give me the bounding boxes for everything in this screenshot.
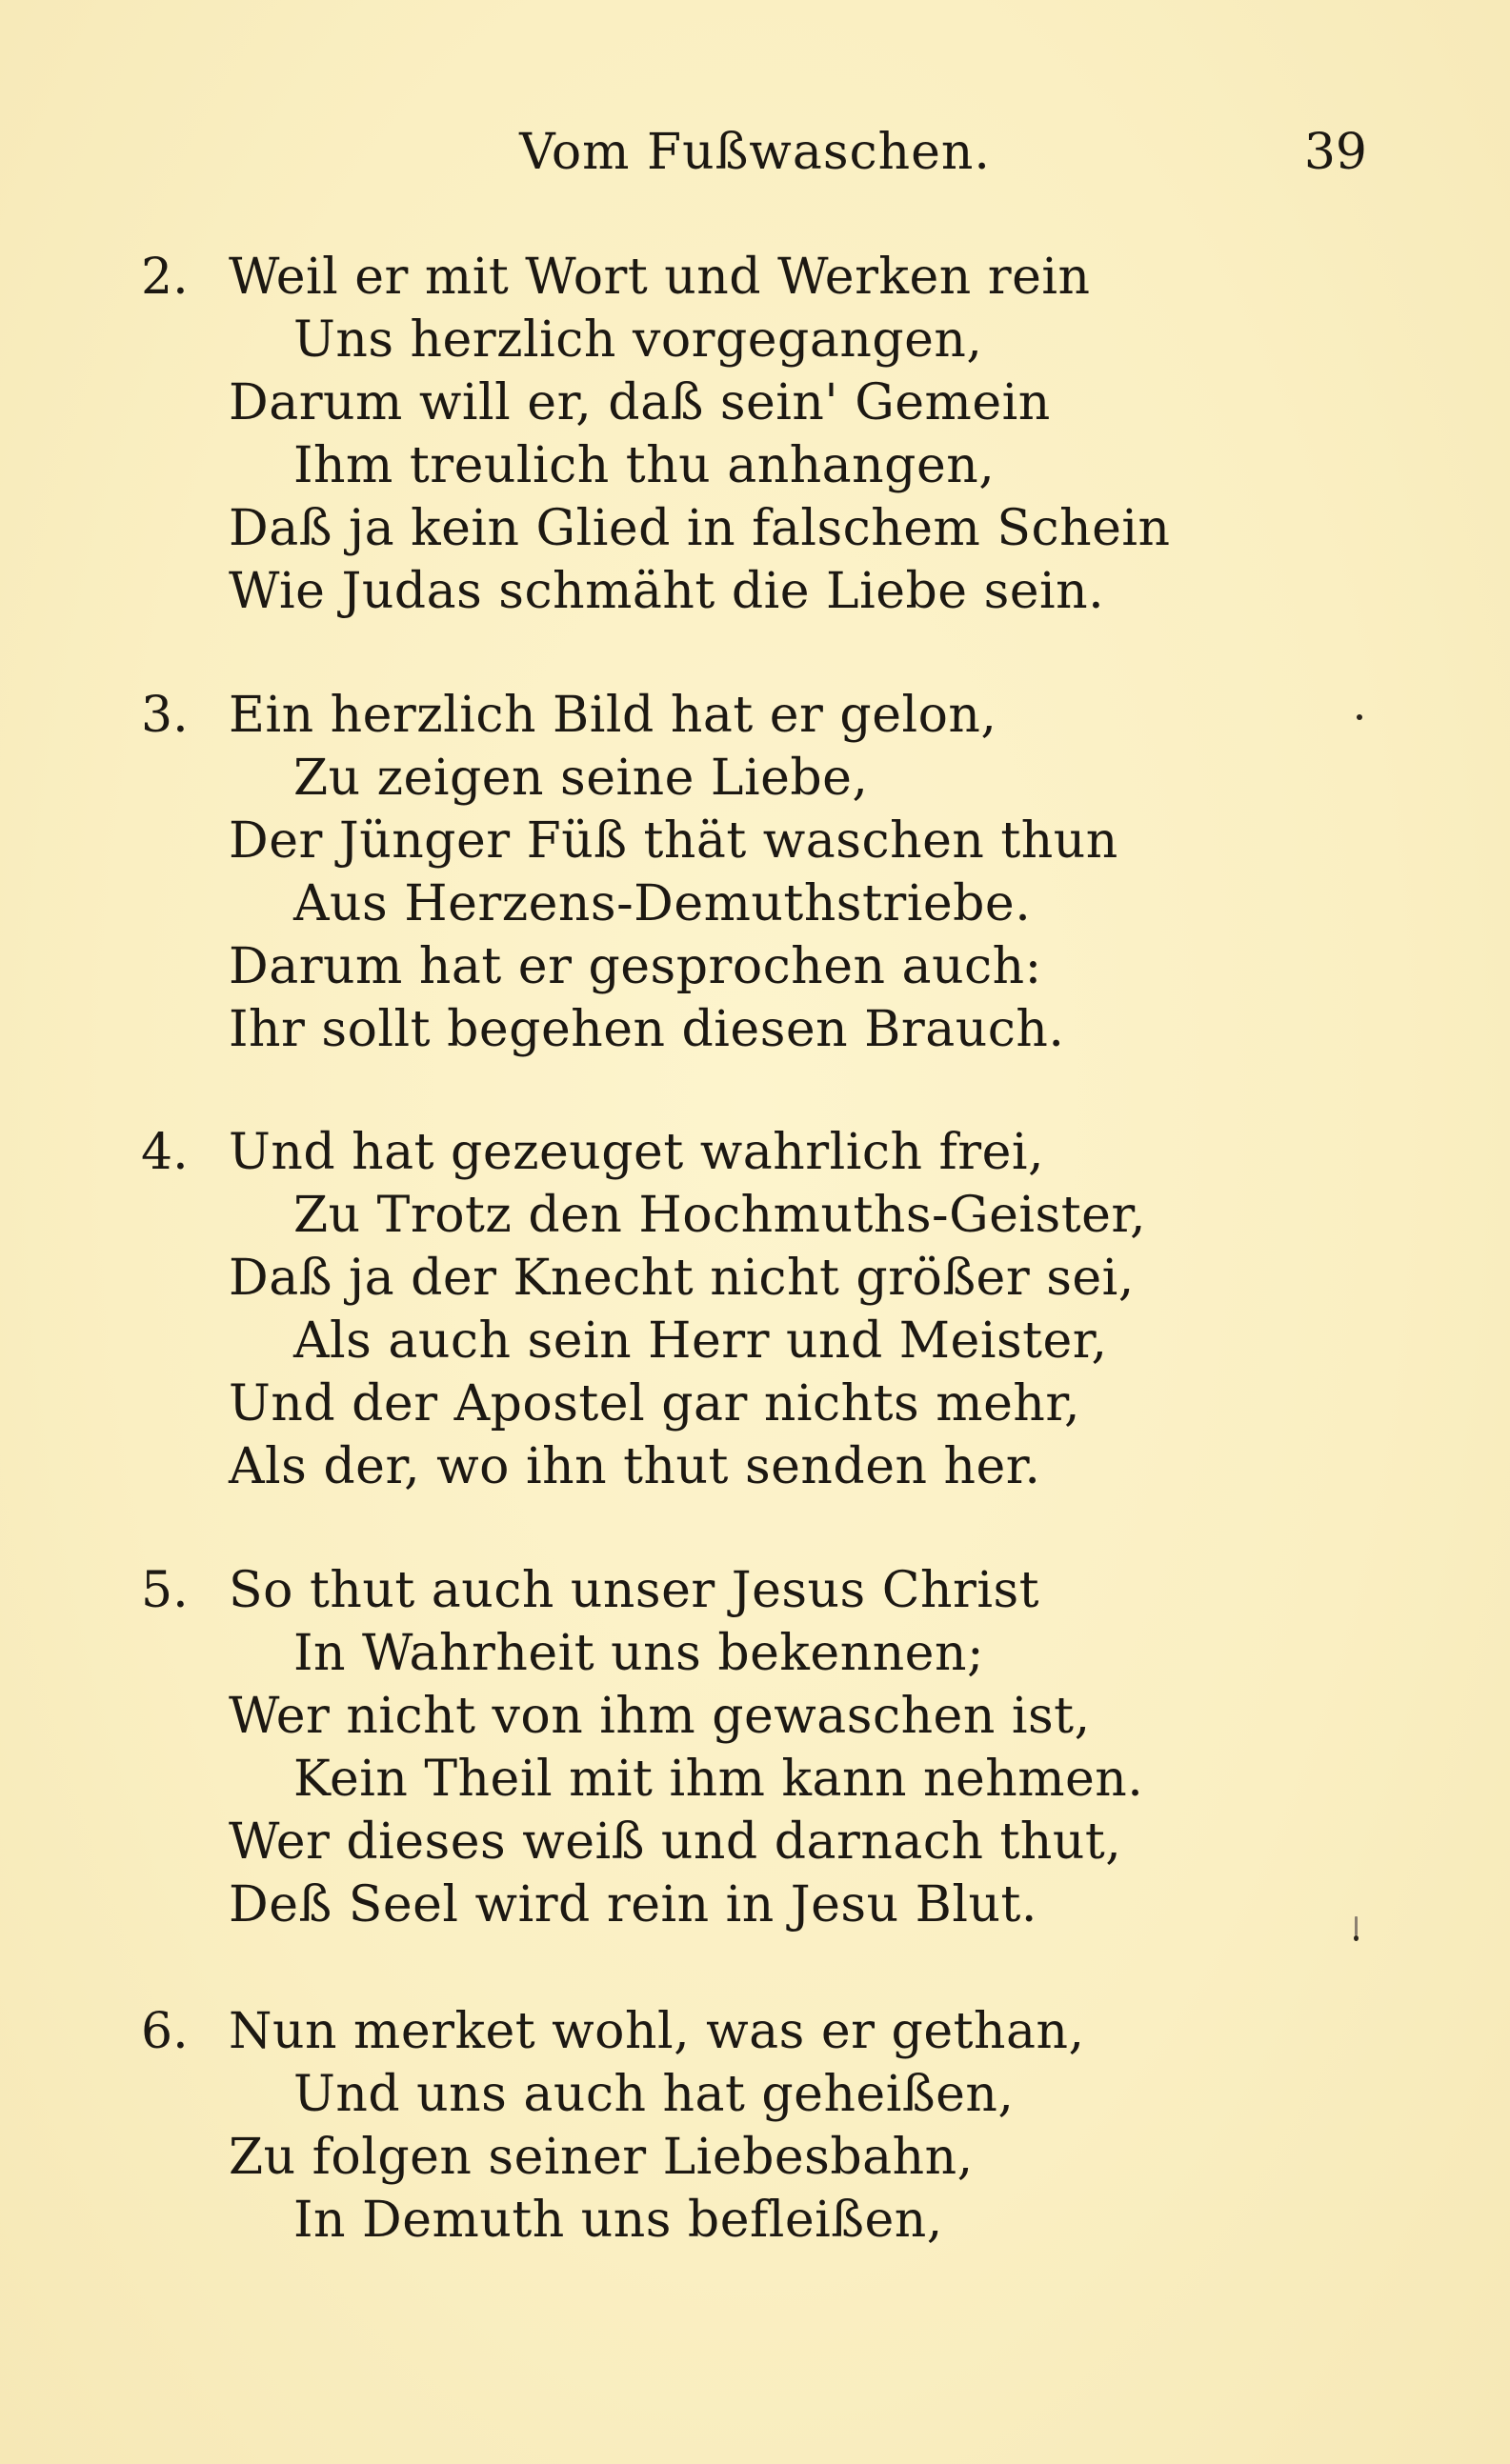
verse-line: Darum hat er gesprochen auch: <box>229 938 1042 995</box>
verse-line: Wer dieses weiß und darnach thut, <box>229 1813 1122 1871</box>
verse-line: Kein Theil mit ihm kann nehmen. <box>293 1751 1144 1808</box>
verse-line: So thut auch unser Jesus Christ <box>229 1562 1040 1619</box>
verse-line: Aus Herzens-Demuthstriebe. <box>293 875 1032 932</box>
stanza-number: 2. <box>141 249 189 306</box>
stanza-number: 4. <box>141 1124 189 1181</box>
running-header-title: Vom Fußwaschen. <box>519 124 991 181</box>
verse-line: Weil er mit Wort und Werken rein <box>229 249 1091 306</box>
verse-line: Als auch sein Herr und Meister, <box>293 1312 1108 1370</box>
verse-line: Daß ja kein Glied in falschem Schein <box>229 500 1171 557</box>
page-number: 39 <box>1303 124 1367 181</box>
stanza-number: 6. <box>141 2003 189 2060</box>
verse-line: Und hat gezeuget wahrlich frei, <box>229 1124 1045 1181</box>
verse-line: Wie Judas schmäht die Liebe sein. <box>229 563 1105 620</box>
verse-line: Zu zeigen seine Liebe, <box>293 750 869 807</box>
verse-line: Deß Seel wird rein in Jesu Blut. <box>229 1876 1037 1933</box>
verse-line: Und uns auch hat geheißen, <box>293 2066 1015 2123</box>
verse-line: In Demuth uns befleißen, <box>293 2192 943 2249</box>
ink-speck <box>1355 1916 1358 1935</box>
verse-line: Ein herzlich Bild hat er gelon, <box>229 687 997 744</box>
verse-line: Nun merket wohl, was er gethan, <box>229 2003 1085 2060</box>
verse-line: Wer nicht von ihm gewaschen ist, <box>229 1688 1091 1745</box>
stanza-number: 5. <box>141 1562 189 1619</box>
verse-line: Ihm treulich thu anhangen, <box>293 437 996 494</box>
verse-line: In Wahrheit uns bekennen; <box>293 1625 984 1682</box>
verse-line: Als der, wo ihn thut senden her. <box>229 1438 1041 1495</box>
verse-line: Daß ja der Knecht nicht größer sei, <box>229 1250 1135 1307</box>
verse-line: Und der Apostel gar nichts mehr, <box>229 1375 1081 1432</box>
verse-line: Zu Trotz den Hochmuths-Geister, <box>293 1187 1147 1244</box>
verse-line: Der Jünger Füß thät waschen thun <box>229 812 1118 870</box>
ink-speck <box>1354 1935 1359 1941</box>
verse-line: Darum will er, daß sein' Gemein <box>229 374 1051 431</box>
verse-line: Zu folgen seiner Liebesbahn, <box>229 2129 974 2186</box>
verse-line: Uns herzlich vorgegangen, <box>293 311 983 369</box>
verse-line: Ihr sollt begehen diesen Brauch. <box>229 1001 1065 1058</box>
stanza-number: 3. <box>141 687 189 744</box>
ink-speck <box>1357 714 1362 720</box>
